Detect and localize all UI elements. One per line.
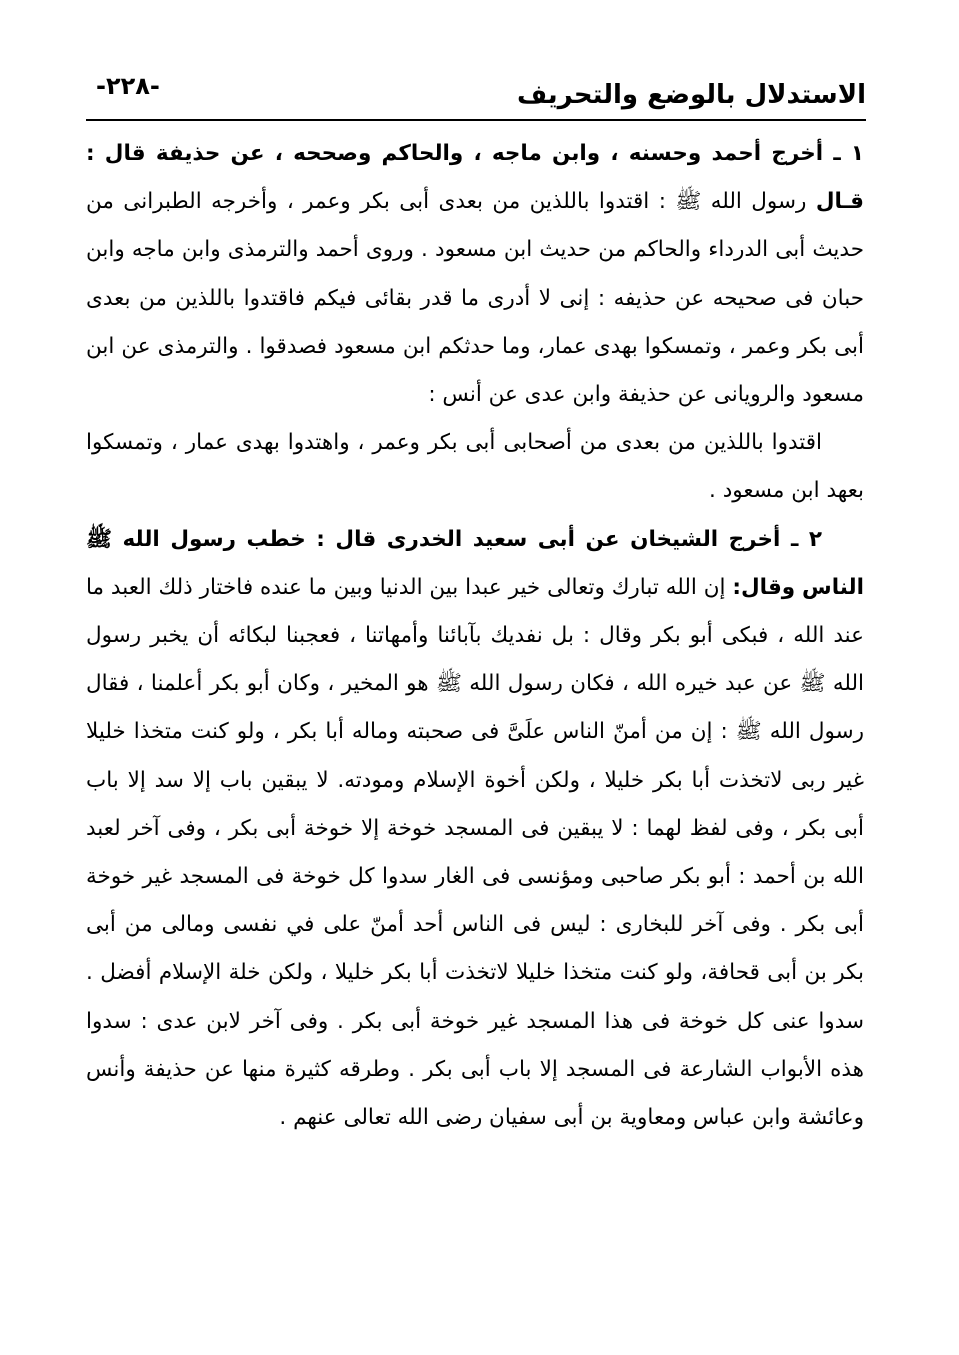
header-divider [86, 119, 866, 121]
paragraph-3-text: إن الله تبارك وتعالى خير عبدا بين الدنيا وبين ما عنده فاختار ذلك العبد ما عند الله ، فبكى أبو بكر وقال : بل نفديك بآبائنا وأمهاتنا ، فعجبنا لبكائه أن يخبر رسول الله ﷺ عن عبد خيره الله ، فكان رسول الله ﷺ هو المخير ، وكان أبو بكر أعلمنا ، فقال رسول الله ﷺ : إن من أمنّ الناس علَىَّ فى صحبته وماله أبا بكر ، ولو كنت متخذا خليلا غير ربى لاتخذت أبا بكر خليلا ، ولكن أخوة الإسلام ومودته. لا يبقين باب إلا سد إلا باب أبى بكر ، وفى لفظ لهما : لا يبقين فى المسجد خوخة إلا خوخة أبى بكر ، وفى آخر لعبد الله بن أحمد : أبو بكر صاحبى ومؤنسى فى الغار سدوا كل خوخة فى المسجد غير خوخة أبى بكر . وفى آخر للبخارى : ليس فى الناس أحد أمنّ على في نفسى ومالى من أبى بكر بن أبى قحافة، ولو كنت متخذا خليلا لاتخذت أبا بكر خليلا ، ولكن خلة الإسلام أفضل . سدوا عنى كل خوخة فى هذا المسجد غير خوخة أبى بكر . وفى آخر لابن عدى : سدوا هذه الأبواب الشارعة فى المسجد إلا باب أبى بكر . وطرقه كثيرة منها عن حذيفة وأنس وعائشة وابن عباس ومعاوية بن أبى سفيان رضى الله تعالى عنهم . [86, 574, 864, 1131]
paragraph-3 [86, 516, 864, 1143]
paragraph-2-quote [86, 419, 864, 515]
paragraph-3-text-lead: وقال: [732, 574, 796, 600]
page-body [86, 130, 864, 1142]
paragraph-2-text: اقتدوا باللذين من بعدى من أصحابى أبى بكر وعمر ، واهتدوا بهدى عمار ، وتمسكوا بعهد ابن مسعود . [86, 430, 864, 504]
paragraph-1-text: رسول الله ﷺ : اقتدوا باللذين من بعدى أبى بكر وعمر ، وأخرجه الطبرانى من حديث أبى الدرداء والحاكم من حديث ابن مسعود . وروى أحمد والترمذى وابن ماجه وابن حبان فى صحيحه عن حذيفه : إنى لا أدرى ما قدر بقائى فيكم فاقتدوا باللذين من بعدى أبى بكر وعمر ، وتمسكوا بهدى عمار، وما حدثكم ابن مسعود فصدقوا . والترمذى عن ابن مسعود والرويانى عن حذيفة وابن عدى عن أنس : [86, 189, 864, 408]
paragraph-3-lead: ٢ ـ أخرج الشيخان عن أبى سعيد الخدرى قال : خطب رسول الله ﷺ الناس [86, 526, 864, 600]
running-title: الاستدلال بالوضع والتحريف [516, 80, 866, 110]
page-header [86, 62, 866, 118]
paragraph-1 [86, 130, 864, 419]
paragraph-1-lead: ١ ـ أخرج أحمد وحسنه ، وابن ماجه ، والحاكم وصححه ، عن حذيفة قال : قـال [86, 141, 864, 215]
page-number: -٢٢٨- [96, 72, 160, 100]
